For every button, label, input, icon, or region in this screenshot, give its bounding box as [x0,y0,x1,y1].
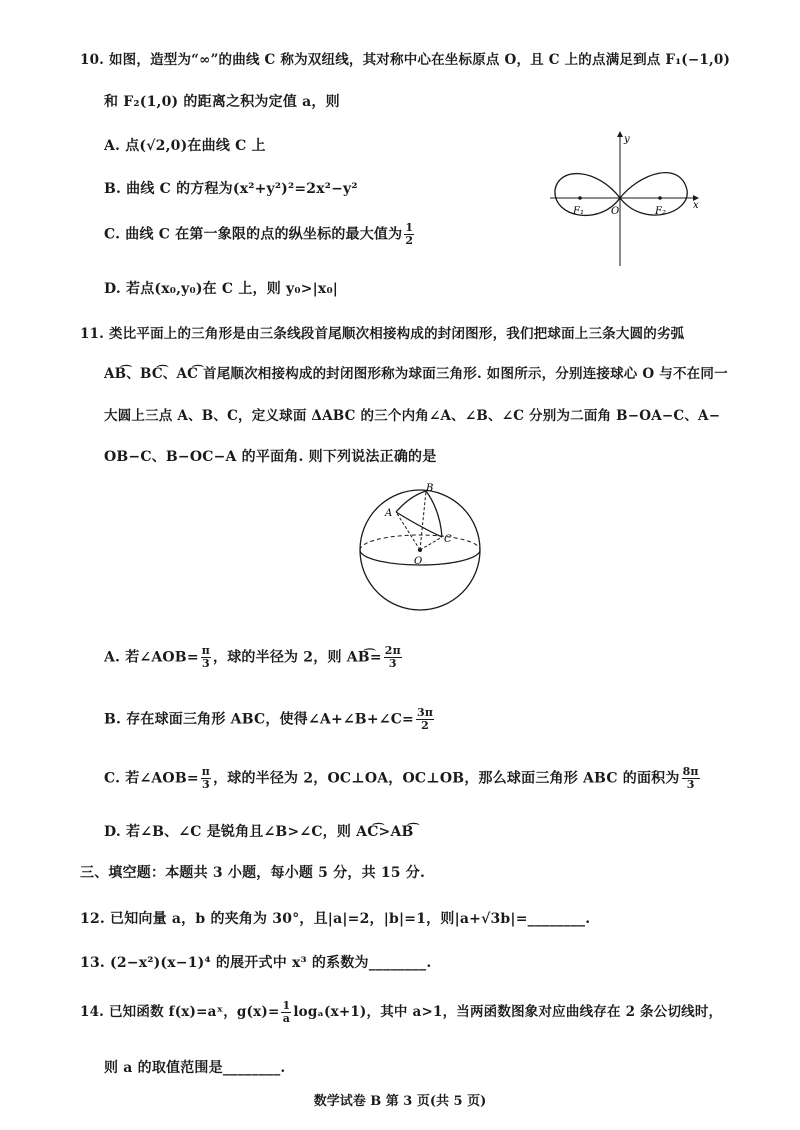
lemniscate-figure [545,128,715,268]
y-axis-label: y [624,134,630,145]
focus-f2-point [658,196,662,200]
q14-text-pre: 14. 已知函数 f(x)=aˣ，g(x)= [80,1004,280,1020]
page-footer: 数学试卷 B 第 3 页(共 5 页) [313,1094,487,1109]
label-a: A [385,508,393,519]
focus-f2-label: F₂ [655,206,666,217]
q14-line1 [80,1000,722,1025]
focus-f1-label: F₁ [573,206,584,217]
q11-option-c-frac2: $\frac{8\pi}{3}$ [682,765,699,791]
q11-option-b-frac: $\frac{3\pi}{2}$ [416,706,434,732]
q11-option-a-frac1: $\frac{\pi}{3}$ [201,644,211,670]
q11-stem-line1: 11. 类比平面上的三角形是由三条线段首尾顺次相接构成的封闭图形，我们把球面上三条大圆的劣弧 [80,326,685,342]
q10-stem-line1: 10. 如图，造型为“∞”的曲线 C 称为双纽线，其对称中心在坐标原点 O，且 C 上的点满足到点 F₁(−1,0) [80,52,731,68]
q13: 13. (2−x²)(x−1)⁴ 的展开式中 x³ 的系数为________. [80,955,432,971]
q10-option-a: A. 点(√2,0)在曲线 C 上 [104,138,266,154]
label-b: B [426,483,434,494]
q11-option-a-text: A. 若∠AOB= [104,649,199,666]
q10-option-b: B. 曲线 C 的方程为(x²+y²)²=2x²−y² [104,181,358,197]
q10-option-c [104,222,416,247]
q11-option-c [104,766,702,791]
q11-option-b [104,707,436,732]
focus-f1-point [578,196,582,200]
q11-stem-line2: AB͡、BC͡、AC͡ 首尾顺次相接构成的封闭图形称为球面三角形. 如图所示，分别连接球心 O 与不在同一 [104,366,728,382]
q14-fraction: $\frac{1}{a}$ [282,999,291,1025]
label-c: C [444,534,452,545]
q11-option-a [104,645,404,670]
q14-text-post: logₐ(x+1)，其中 a>1，当两函数图象对应曲线存在 2 条公切线时， [293,1004,723,1020]
q11-option-c-frac1: $\frac{\pi}{3}$ [201,765,211,791]
segment-ob [420,491,426,550]
q11-stem-line4: OB−C、B−OC−A 的平面角. 则下列说法正确的是 [104,449,437,465]
q14-line2: 则 a 的取值范围是________. [104,1060,286,1076]
segment-oa [396,512,420,550]
q11-stem-line3: 大圆上三点 A、B、C，定义球面 ΔABC 的三个内角∠A、∠B、∠C 分别为二面角 B−OA−C、A− [104,408,721,424]
q11-option-b-text: B. 存在球面三角形 ABC，使得∠A+∠B+∠C= [104,711,414,728]
segment-oc [420,537,442,550]
q11-option-d: D. 若∠B、∠C 是锐角且∠B>∠C，则 AC͡>AB͡ [104,824,414,840]
arc-ab [396,491,426,512]
center-o-point [418,548,422,552]
q12: 12. 已知向量 a，b 的夹角为 30°，且|a|=2，|b|=1，则|a+√3b|=________. [80,911,591,927]
q11-option-c-mid: ，球的半径为 2，OC⊥OA，OC⊥OB，那么球面三角形 ABC 的面积为 [213,770,680,787]
q10-option-d: D. 若点(x₀,y₀)在 C 上，则 y₀>|x₀| [104,281,339,297]
x-axis-label: x [693,200,699,211]
q10-option-c-text: C. 曲线 C 在第一象限的点的纵坐标的最大值为 [104,226,403,243]
q11-option-c-text: C. 若∠AOB= [104,770,199,787]
y-axis-arrow [617,131,623,137]
label-o: O [414,556,423,567]
arc-ac [396,512,442,537]
origin-label: O [611,206,620,217]
q10-stem-line2: 和 F₂(1,0) 的距离之积为定值 a，则 [104,94,340,110]
q11-option-a-mid: ，球的半径为 2，则 AB͡= [213,649,382,666]
q10-option-c-fraction: $\frac{1}{2}$ [405,221,414,247]
sphere-figure [352,482,492,612]
section-3-heading: 三、填空题：本题共 3 小题，每小题 5 分，共 15 分. [80,865,426,881]
q11-option-a-frac2: $\frac{2\pi}{3}$ [384,644,401,670]
